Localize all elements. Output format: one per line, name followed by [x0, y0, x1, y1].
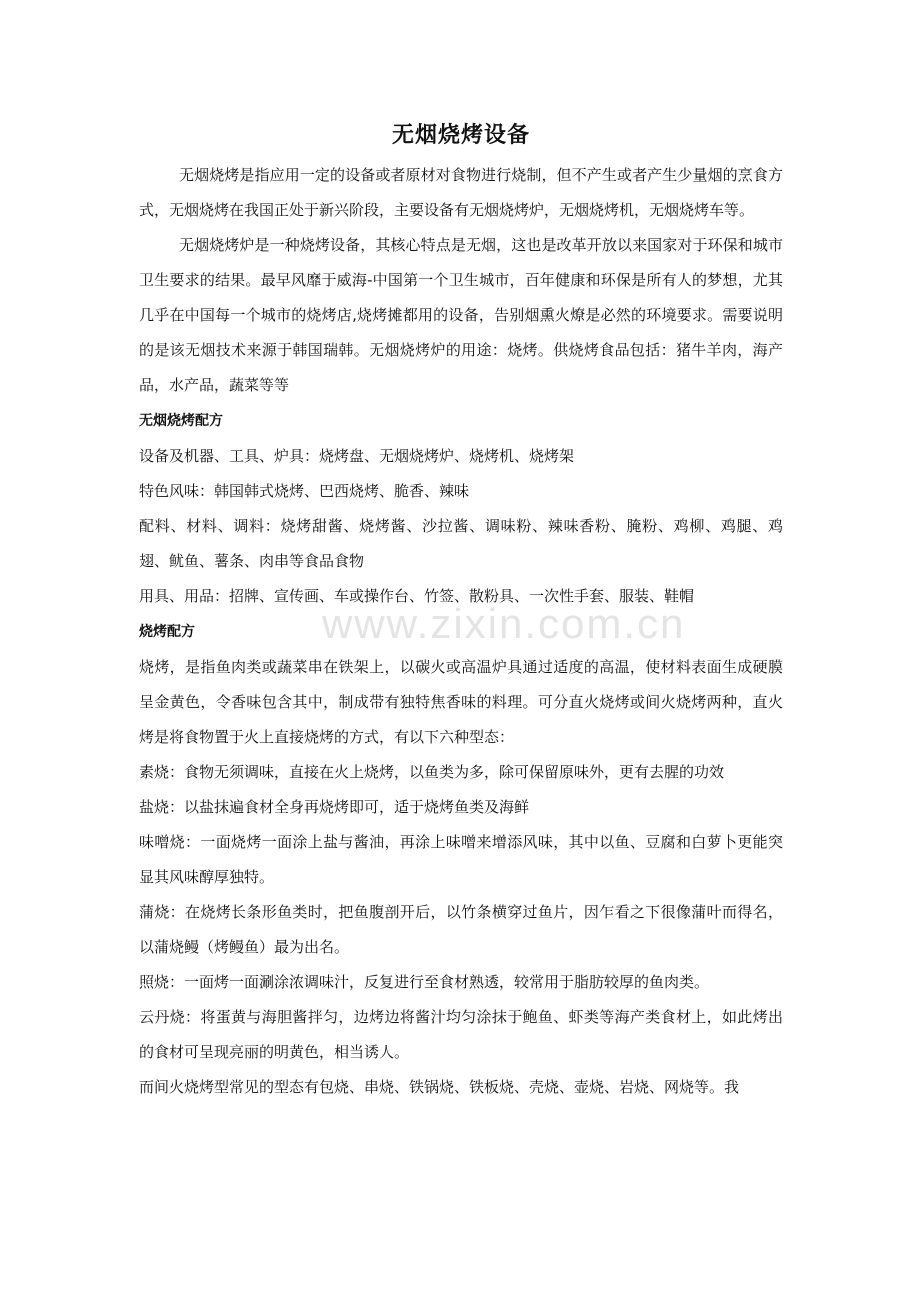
- section-heading-bbq-recipe: 烧烤配方: [139, 624, 195, 640]
- section2-line-uni-grill: 云丹烧：将蛋黄与海胆酱拌匀，边烤边将酱汁均匀涂抹于鲍鱼、虾类等海产类食材上，如此烤出的食材可呈现亮丽的明黄色，相当诱人。: [139, 1008, 783, 1061]
- document-title: 无烟烧烤设备: [391, 123, 530, 148]
- section2-line-miso-grill: 味噌烧：一面烧烤一面涂上盐与酱油，再涂上味噌来增添风味，其中以鱼、豆腐和白萝卜更能突显其风味醇厚独特。: [139, 833, 783, 886]
- paragraph-intro: 无烟烧烤是指应用一定的设备或者原材对食物进行烧制，但不产生或者产生少量烟的烹食方式，无烟烧烤在我国正处于新兴阶段，主要设备有无烟烧烤炉，无烟烧烤机，无烟烧烤车等。: [139, 166, 783, 219]
- section2-line-teriyaki: 照烧：一面烤一面涮涂浓调味汁，反复进行至食材熟透，较常用于脂肪较厚的鱼肉类。: [139, 973, 710, 991]
- section1-line-supplies: 用具、用品：招牌、宣传画、车或操作台、竹签、散粉具、一次性手套、服装、鞋帽: [139, 587, 695, 605]
- watermark: www.zixin.com.cn: [322, 600, 686, 647]
- paragraph-stove: 无烟烧烤炉是一种烧烤设备，其核心特点是无烟，这也是改革开放以来国家对于环保和城市卫生要求的结果。最早风靡于威海-中国第一个卫生城市，百年健康和环保是所有人的梦想，尤其几乎在中国每一个城市的烧烤店,烧烤摊都用的设备，告别烟熏火燎是必然的环境要求。需要说明的是该无烟技术来源于韩国瑞韩。无烟烧烤炉的用途：烧烤。供烧烤食品包括：猪牛羊肉，海产品，水产品，蔬菜等等: [139, 236, 783, 394]
- section1-line-equipment: 设备及机器、工具、炉具：烧烤盘、无烟烧烤炉、烧烤机、烧烤架: [139, 447, 575, 465]
- section2-line-kabayaki: 蒲烧：在烧烤长条形鱼类时，把鱼腹剖开后，以竹条横穿过鱼片，因乍看之下很像蒲叶而得名，以蒲烧鳗（烤鳗鱼）最为出名。: [139, 903, 783, 956]
- section2-line-definition: 烧烤，是指鱼肉类或蔬菜串在铁架上，以碳火或高温炉具通过适度的高温，使材料表面生成硬膜呈金黄色，令香味包含其中，制成带有独特焦香味的料理。可分直火烧烤或间火烧烤两种，直火烤是将食物置于火上直接烧烤的方式，有以下六种型态：: [139, 658, 783, 746]
- section1-line-flavor: 特色风味：韩国韩式烧烤、巴西烧烤、脆香、辣味: [139, 482, 470, 500]
- section2-line-salt-grill: 盐烧：以盐抹遍食材全身再烧烤即可，适于烧烤鱼类及海鲜: [139, 798, 530, 816]
- section2-line-indirect-grill: 而间火烧烤型常见的型态有包烧、串烧、铁锅烧、铁板烧、壳烧、壶烧、岩烧、网烧等。我: [139, 1078, 740, 1096]
- document-page: [139, 118, 783, 1105]
- section2-line-plain-grill: 素烧：食物无须调味，直接在火上烧烤，以鱼类为多，除可保留原味外，更有去腥的功效: [139, 763, 725, 781]
- section1-line-ingredients: 配料、材料、调料：烧烤甜酱、烧烤酱、沙拉酱、调味粉、辣味香粉、腌粉、鸡柳、鸡腿、鸡翅、鱿鱼、薯条、肉串等食品食物: [139, 517, 783, 570]
- section-heading-smokeless-recipe: 无烟烧烤配方: [139, 413, 223, 429]
